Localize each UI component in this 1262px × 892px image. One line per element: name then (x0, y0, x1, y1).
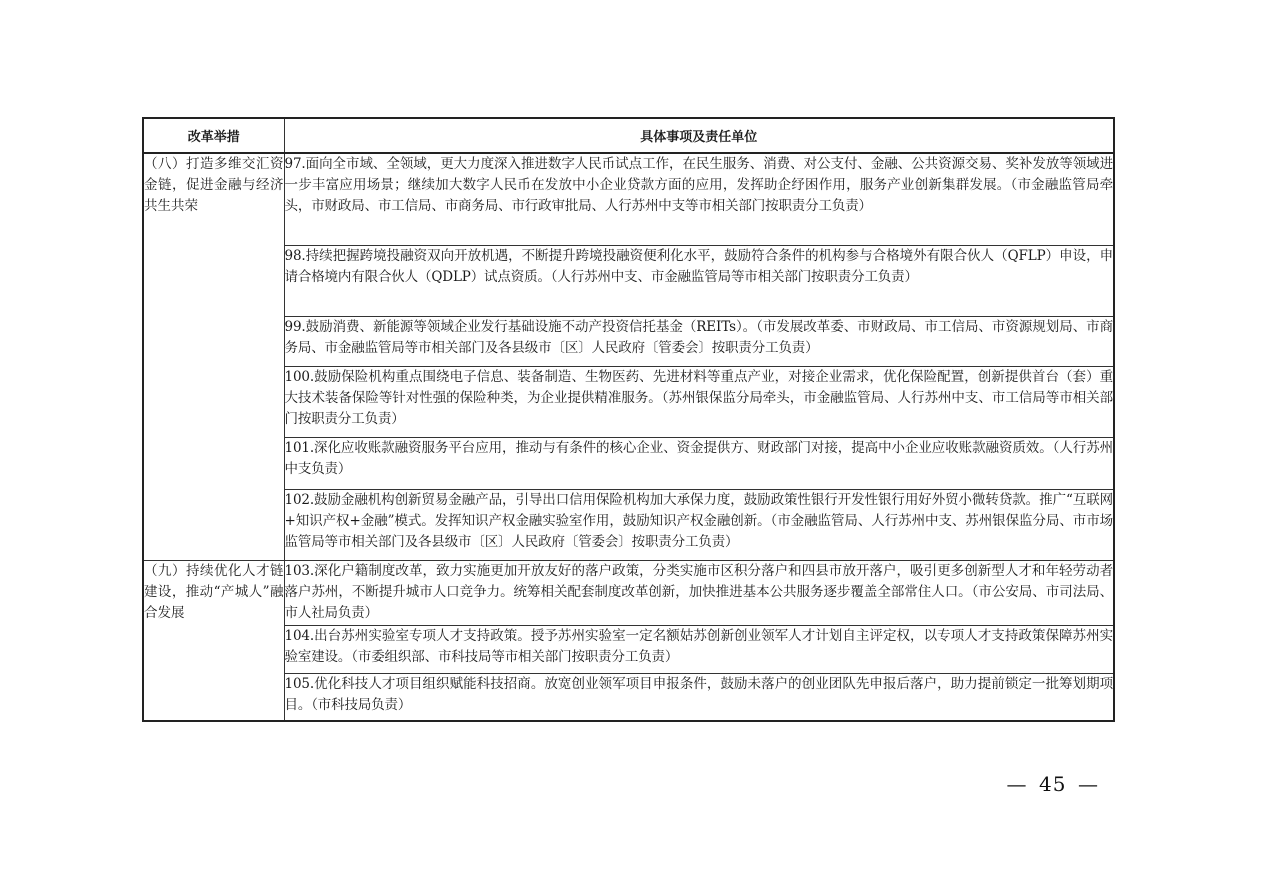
item-cell-97: 97.面向全市域、全领域，更大力度深入推进数字人民币试点工作，在民生服务、消费、对公支付、金融、公共资源交易、奖补发放等领域进一步丰富应用场景；继续加大数字人民币在发放中小企业贷款方面的应用，发挥助企纾困作用，服务产业创新集群发展。（市金融监管局牵头，市财政局、市工信局、市商务局、市行政审批局、人行苏州中支等市相关部门按职责分工负责） (284, 153, 1114, 246)
table-row (143, 438, 1114, 490)
table-row (143, 317, 1114, 367)
table-row (143, 674, 1114, 722)
item-cell-104: 104.出台苏州实验室专项人才支持政策。授予苏州实验室一定名额姑苏创新创业领军人才计划自主评定权，以专项人才支持政策保障苏州实验室建设。（市委组织部、市科技局等市相关部门按职责分工负责） (284, 626, 1114, 674)
table-row (143, 367, 1114, 438)
page-number: 45 (1039, 772, 1067, 796)
header-measure: 改革举措 (143, 118, 284, 153)
table-row (143, 246, 1114, 317)
item-cell-102: 102.鼓励金融机构创新贸易金融产品，引导出口信用保险机构加大承保力度，鼓励政策性银行开发性银行用好外贸小微转贷款。推广“互联网+知识产权+金融”模式。发挥知识产权金融实验室作用，鼓励知识产权金融创新。（市金融监管局、人行苏州中支、苏州银保监分局、市市场监管局等市相关部门及各县级市〔区〕人民政府〔管委会〕按职责分工负责） (284, 490, 1114, 561)
item-cell-98: 98.持续把握跨境投融资双向开放机遇，不断提升跨境投融资便利化水平，鼓励符合条件的机构参与合格境外有限合伙人（QFLP）申设，申请合格境内有限合伙人（QDLP）试点资质。（人行苏州中支、市金融监管局等市相关部门按职责分工负责） (284, 246, 1114, 317)
item-cell-101: 101.深化应收账款融资服务平台应用，推动与有条件的核心企业、资金提供方、财政部门对接，提高中小企业应收账款融资质效。（人行苏州中支负责） (284, 438, 1114, 490)
item-cell-103: 103.深化户籍制度改革，致力实施更加开放友好的落户政策，分类实施市区积分落户和四县市放开落户，吸引更多创新型人才和年轻劳动者落户苏州，不断提升城市人口竞争力。统筹相关配套制度改革创新，加快推进基本公共服务逐步覆盖全部常住人口。（市公安局、市司法局、市人社局负责） (284, 561, 1114, 626)
measure-cell-9: （九）持续优化人才链建设，推动“产城人”融合发展 (143, 561, 284, 722)
table-header-row (143, 118, 1114, 153)
table-row (143, 561, 1114, 626)
footer-dash-right: — (1077, 772, 1099, 796)
item-cell-100: 100.鼓励保险机构重点围绕电子信息、装备制造、生物医药、先进材料等重点产业，对接企业需求，优化保险配置，创新提供首台（套）重大技术装备保险等针对性强的保险种类，为企业提供精准服务。（苏州银保监分局牵头，市金融监管局、人行苏州中支、市工信局等市相关部门按职责分工负责） (284, 367, 1114, 438)
table-row (143, 153, 1114, 246)
item-cell-105: 105.优化科技人才项目组织赋能科技招商。放宽创业领军项目申报条件，鼓励未落户的创业团队先申报后落户，助力提前锁定一批筹划期项目。（市科技局负责） (284, 674, 1114, 722)
reform-measures-table (142, 117, 1115, 722)
footer-dash-left: — (1006, 772, 1028, 796)
page-number-footer (1005, 772, 1100, 796)
item-cell-99: 99.鼓励消费、新能源等领域企业发行基础设施不动产投资信托基金（REITs）。（市发展改革委、市财政局、市工信局、市资源规划局、市商务局、市金融监管局等市相关部门及各县级市〔区〕人民政府〔管委会〕按职责分工负责） (284, 317, 1114, 367)
measure-cell-8: （八）打造多维交汇资金链，促进金融与经济共生共荣 (143, 153, 284, 561)
header-items: 具体事项及责任单位 (284, 118, 1114, 153)
table-row (143, 626, 1114, 674)
table-row (143, 490, 1114, 561)
